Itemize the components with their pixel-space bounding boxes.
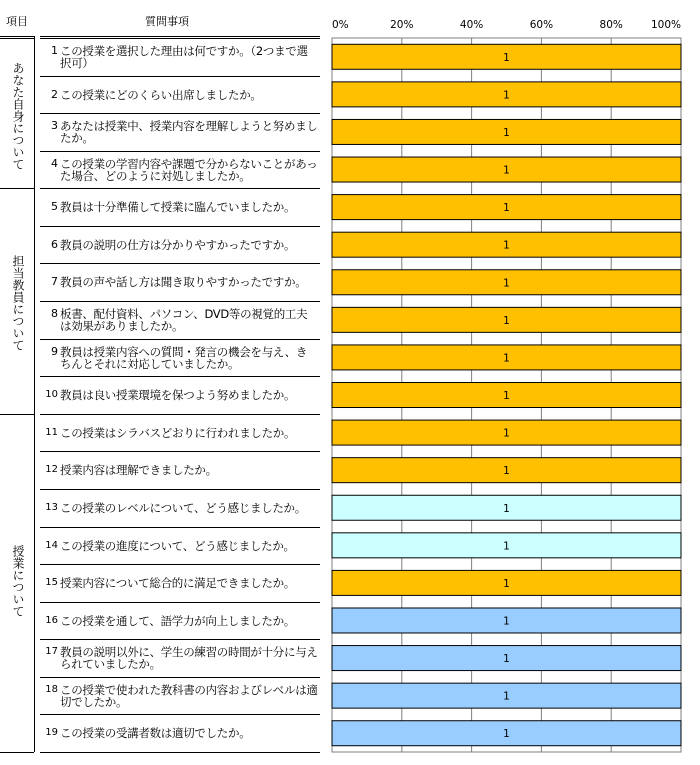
question-text: この授業を通して、語学力が向上しましたか。 (60, 613, 295, 628)
question-number: 17 (45, 646, 58, 658)
question-number: 8 (51, 307, 58, 321)
question-number: 10 (45, 389, 58, 401)
category-label-class: 授業について (11, 545, 25, 617)
bar-data-label: 1 (503, 690, 510, 703)
bar-data-label: 1 (503, 615, 510, 628)
x-tick-label: 40% (459, 19, 484, 31)
bar-data-label: 1 (503, 352, 510, 365)
bar-data-label: 1 (503, 540, 510, 553)
question-number: 15 (45, 577, 58, 589)
x-tick-label: 100% (650, 19, 681, 31)
question-text: 教員は良い授業環境を保つよう努めましたか。 (60, 388, 296, 403)
bar-data-label: 1 (503, 728, 510, 741)
x-tick-label: 20% (390, 19, 414, 31)
x-tick-label: 60% (529, 19, 554, 31)
bar-data-label: 1 (503, 502, 510, 515)
bar-data-label: 1 (503, 164, 510, 177)
question-text: この授業にどのくらい出席しましたか。 (60, 87, 262, 102)
bar-data-label: 1 (503, 51, 510, 64)
question-number: 18 (45, 683, 58, 695)
question-number: 16 (45, 614, 58, 626)
category-label-teacher: 担当教員について (11, 255, 25, 351)
question-number: 7 (51, 275, 58, 289)
bar-data-label: 1 (503, 202, 510, 215)
bar-data-label: 1 (503, 277, 510, 290)
question-number: 11 (45, 426, 58, 438)
question-number: 12 (45, 464, 58, 476)
bar-data-label: 1 (503, 427, 510, 440)
question-text: 教員の説明以外に、学生の練習の時間が十分に与えられていましたか。 (60, 645, 318, 672)
header-item: 項目 (6, 15, 28, 28)
x-tick-label: 80% (599, 19, 623, 31)
question-number: 6 (51, 237, 58, 251)
question-text: この授業の受講者数は適切でしたか。 (60, 726, 251, 741)
bar-data-label: 1 (503, 89, 510, 102)
question-text: 教員の説明の仕方は分かりやすかったですか。 (60, 237, 296, 252)
question-text: この授業のレベルについて、どう感じましたか。 (60, 500, 306, 515)
question-text: この授業で使われた教科書の内容およびレベルは適切でしたか。 (60, 682, 318, 709)
bar-data-label: 1 (503, 390, 510, 403)
question-number: 5 (51, 200, 58, 214)
question-text: この授業を選択した理由は何ですか。（2つまで選択可） (60, 44, 308, 70)
bar-data-label: 1 (503, 653, 510, 666)
question-text: 教員は授業内容への質問・発言の機会を与え、きちんとそれに対応していましたか。 (60, 344, 308, 371)
question-text: あなたは授業中、授業内容を理解しようと努めましたか。 (60, 119, 318, 146)
category-label-self: あなた自身について (11, 62, 25, 170)
question-number: 1 (51, 44, 58, 57)
question-text: 教員の声や話し方は聞き取りやすかったですか。 (60, 275, 307, 290)
question-text: 授業内容について総合的に満足できましたか。 (60, 576, 295, 591)
question-text: この授業の進度について、どう感じましたか。 (60, 538, 295, 553)
question-number: 9 (51, 344, 58, 358)
header-question: 質問事項 (145, 15, 189, 28)
x-tick-label: 0% (332, 19, 349, 31)
question-number: 3 (51, 119, 58, 133)
question-text: この授業はシラバスどおりに行われましたか。 (60, 425, 296, 440)
question-text: 授業内容は理解できましたか。 (60, 463, 217, 478)
question-text: 教員は十分準備して授業に臨んでいましたか。 (60, 200, 296, 215)
bar-data-label: 1 (503, 239, 510, 252)
question-text: 板書、配付資料、パソコン、DVD等の視覚的工夫は効果がありましたか。 (60, 307, 308, 334)
bar-data-label: 1 (503, 314, 510, 327)
question-number: 14 (45, 539, 58, 551)
question-number: 19 (45, 727, 58, 739)
question-number: 4 (51, 156, 58, 170)
bar-data-label: 1 (503, 126, 510, 139)
question-number: 2 (51, 87, 58, 101)
bar-data-label: 1 (503, 577, 510, 590)
question-text: この授業の学習内容や課題で分からないことがあった場合、どのように対処しましたか。 (60, 156, 318, 183)
bar-data-label: 1 (503, 465, 510, 478)
question-number: 13 (45, 501, 58, 513)
